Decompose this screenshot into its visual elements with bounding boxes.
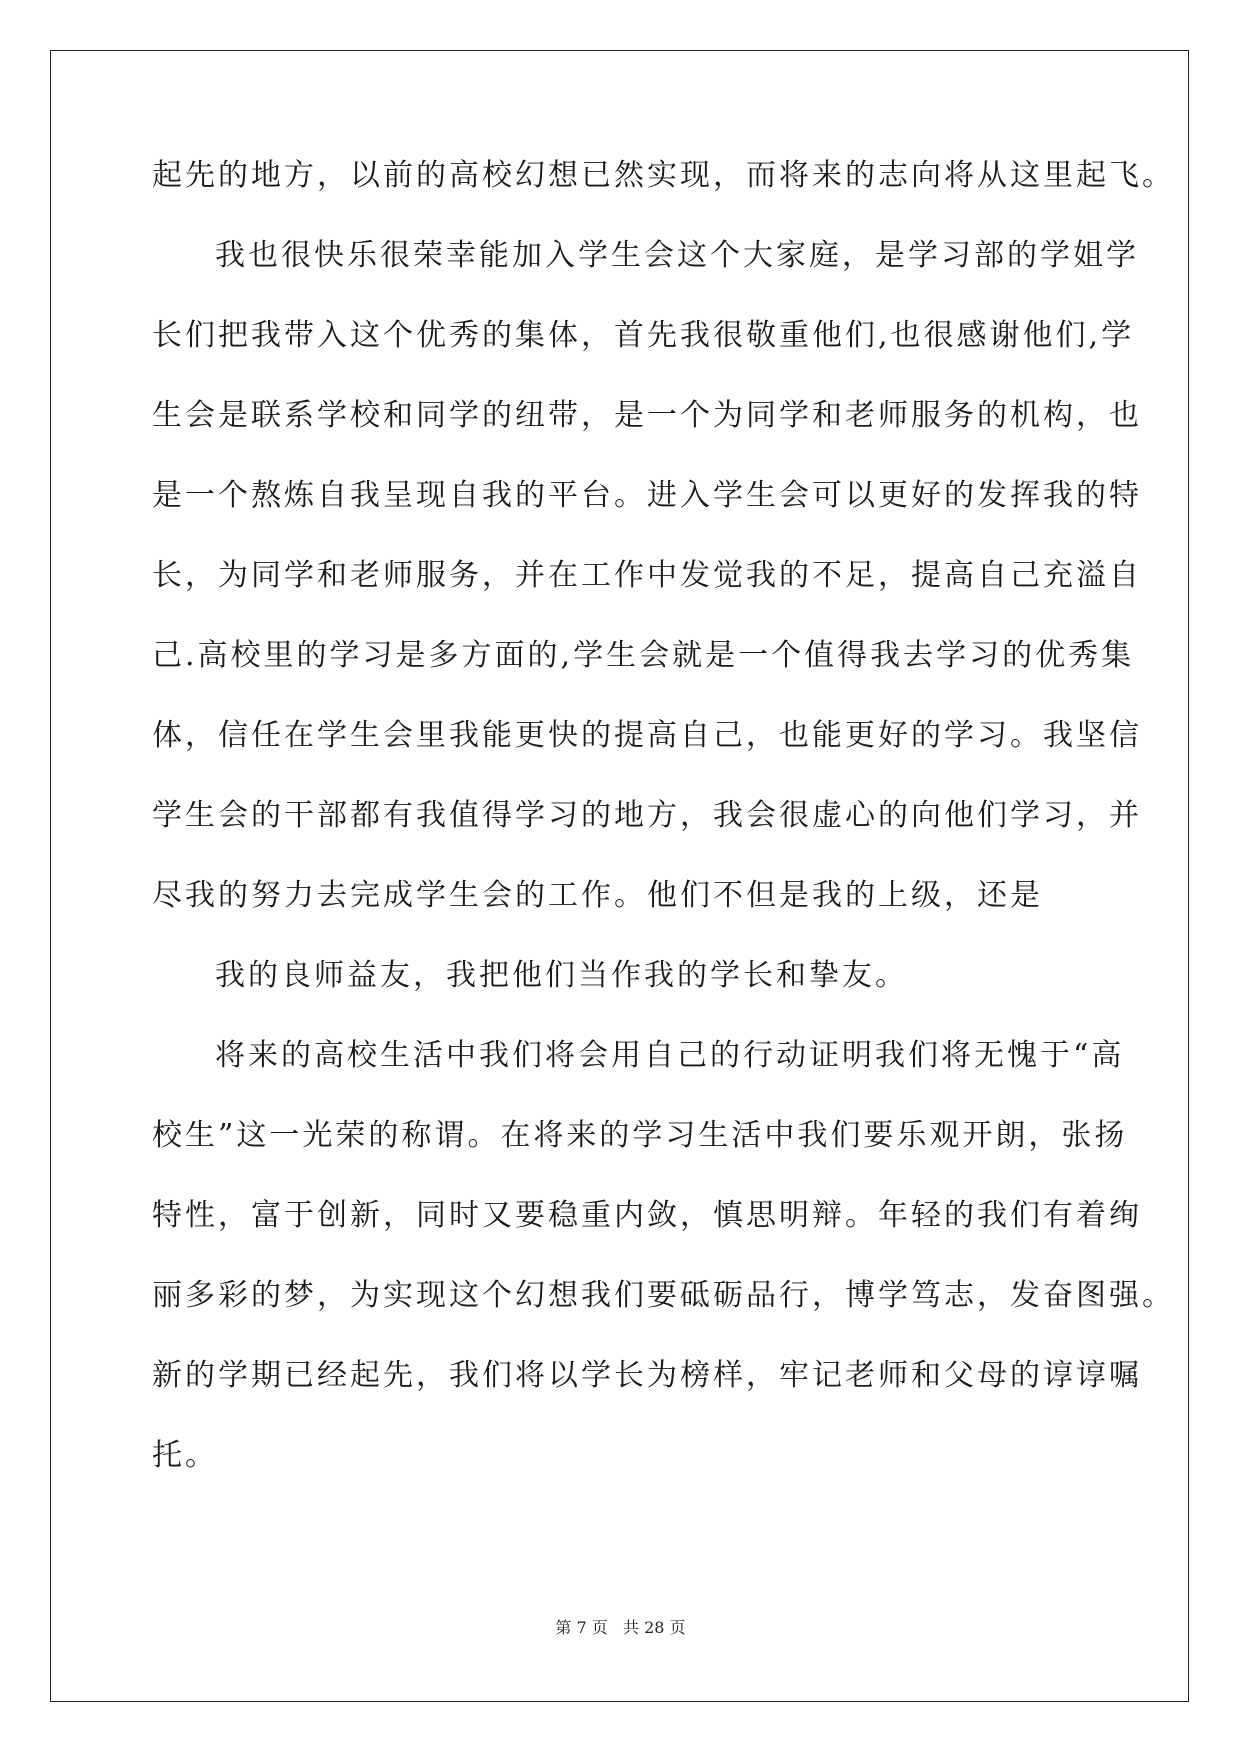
footer-gap	[608, 1618, 623, 1637]
text-line: 校生”这一光荣的称谓。在将来的学习生活中我们要乐观开朗，张扬	[152, 1118, 1128, 1153]
text-line: 起先的地方，以前的高校幻想已然实现，而将来的志向将从这里起飞。	[152, 158, 1175, 193]
text-line: 学生会的干部都有我值得学习的地方，我会很虚心的向他们学习，并	[152, 798, 1142, 833]
text-line: 长们把我带入这个优秀的集体，首先我很敬重他们,也很感谢他们,学	[152, 318, 1135, 353]
text-line: 生会是联系学校和同学的纽带，是一个为同学和老师服务的机构，也	[152, 398, 1142, 433]
page-footer	[0, 1617, 1241, 1639]
text-line: 长，为同学和老师服务，并在工作中发觉我的不足，提高自己充溢自	[152, 558, 1142, 593]
text-line: 体，信任在学生会里我能更快的提高自己，也能更好的学习。我坚信	[152, 718, 1142, 753]
text-line: 新的学期已经起先，我们将以学长为榜样，牢记老师和父母的谆谆嘱	[152, 1358, 1142, 1393]
text-line: 托。	[152, 1438, 218, 1473]
text-line: 我的良师益友，我把他们当作我的学长和挚友。	[215, 958, 908, 993]
text-line: 我也很快乐很荣幸能加入学生会这个大家庭，是学习部的学姐学	[215, 238, 1139, 273]
text-line: 尽我的努力去完成学生会的工作。他们不但是我的上级，还是	[152, 878, 1043, 913]
page-total: 共 28 页	[623, 1618, 686, 1637]
text-line: 将来的高校生活中我们将会用自己的行动证明我们将无愧于“高	[215, 1038, 1125, 1073]
page-number: 第 7 页	[555, 1618, 608, 1637]
document-body	[152, 154, 1175, 1514]
text-line: 己.高校里的学习是多方面的,学生会就是一个值得我去学习的优秀集	[152, 638, 1135, 673]
text-line: 是一个熬炼自我呈现自我的平台。进入学生会可以更好的发挥我的特	[152, 478, 1142, 513]
text-line: 特性，富于创新，同时又要稳重内敛，慎思明辩。年轻的我们有着绚	[152, 1198, 1142, 1233]
text-line: 丽多彩的梦，为实现这个幻想我们要砥砺品行，博学笃志，发奋图强。	[152, 1278, 1175, 1313]
